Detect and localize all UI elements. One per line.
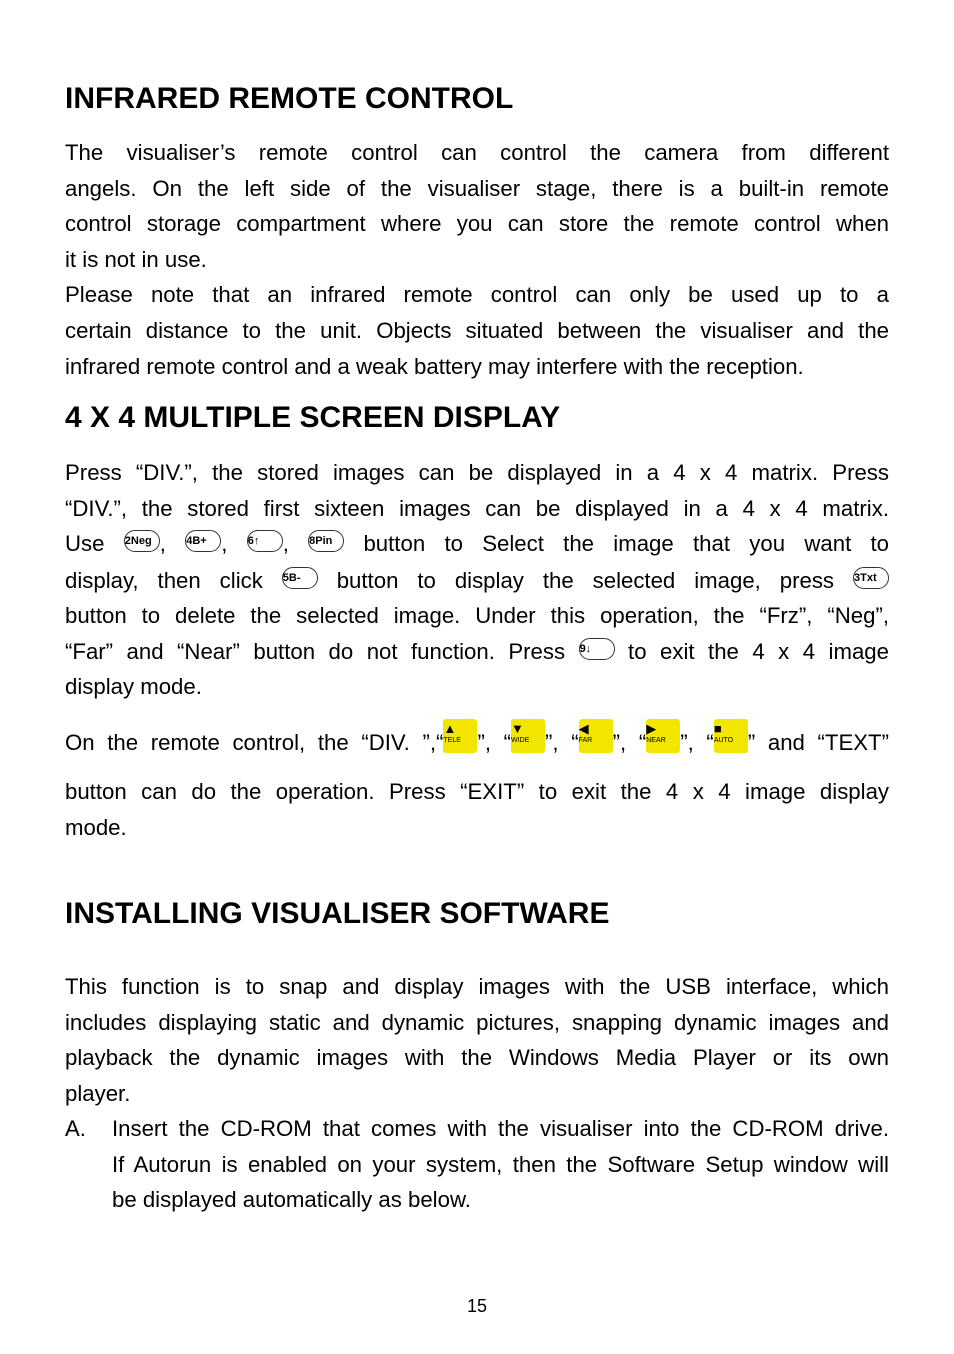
text-far-near: “Far” and “Near” button do not function. Press	[65, 638, 566, 664]
list-item-body	[112, 1111, 889, 1218]
auto-label: AUTO	[713, 737, 734, 745]
paragraph-multiple-screen	[65, 455, 889, 705]
text-line: Press “DIV.”, the stored images can be displayed in a 4 x 4 matrix. Press	[65, 460, 889, 485]
text-line: This function is to snap and display images with the USB interface, which	[65, 974, 889, 999]
auto-stop-icon	[714, 719, 748, 753]
paragraph-install-description	[65, 969, 889, 1111]
up-triangle-icon: ▲	[443, 721, 457, 737]
tele-up-icon	[443, 719, 477, 753]
up-arrow-button-icon: 6↑	[247, 530, 283, 552]
down-arrow-button-icon: 9↓	[579, 638, 615, 660]
text-on-remote: On the remote control, the “DIV. ”,“	[65, 730, 444, 755]
tele-label: TELE	[443, 737, 461, 745]
neg-button-icon: 2Neg	[124, 530, 160, 552]
heading-multiple-screen-display: 4 X 4 MULTIPLE SCREEN DISPLAY	[65, 401, 561, 434]
list-item-a	[65, 1111, 889, 1218]
square-icon: ■	[713, 721, 722, 737]
text-line: certain distance to the unit. Objects situated between the visualiser and the	[65, 317, 889, 343]
paragraph-remote-operation-cont	[65, 774, 889, 845]
text-line: mode.	[65, 814, 127, 840]
text-line: display mode.	[65, 674, 202, 700]
b-plus-button-icon: 4B+	[185, 530, 221, 552]
text-line: player.	[65, 1080, 131, 1106]
wide-label: WIDE	[511, 737, 530, 745]
far-left-icon	[579, 719, 613, 753]
text-to-exit: to exit the 4 x 4 image	[628, 638, 889, 664]
text-and-text: ” and “TEXT”	[747, 730, 889, 755]
text-line: playback the dynamic images with the Windows Media Player or its own	[65, 1045, 889, 1071]
text-line-with-buttons	[65, 634, 889, 670]
text-line: angels. On the left side of the visualiser stage, there is a built-in remote	[65, 175, 889, 201]
text-line: button can do the operation. Press “EXIT” to exit the 4 x 4 image display	[65, 779, 889, 804]
wide-down-icon	[511, 719, 545, 753]
text-line-with-buttons	[65, 526, 889, 563]
page-number: 15	[466, 1296, 488, 1316]
text-line: “DIV.”, the stored first sixteen images can be displayed in a 4 x 4 matrix.	[65, 495, 889, 521]
comma: ,	[221, 531, 228, 557]
down-triangle-icon: ▼	[511, 721, 524, 737]
list-marker: A.	[65, 1116, 86, 1141]
right-triangle-icon: ▶	[646, 721, 657, 737]
text-line-with-buttons	[65, 563, 889, 598]
text-line: control storage compartment where you can store the remote control when	[65, 211, 889, 237]
text-use: Use	[65, 531, 105, 557]
text-line: be displayed automatically as below.	[112, 1187, 471, 1213]
separator: ”, “	[545, 730, 579, 755]
comma: ,	[159, 531, 166, 557]
paragraph-remote-operation	[65, 718, 889, 768]
text-line-with-yellow-buttons	[65, 718, 889, 768]
text-rest: button to Select the image that you want to	[363, 531, 890, 557]
text-line: button to delete the selected image. Under this operation, the “Frz”, “Neg”,	[65, 603, 889, 629]
text-line: includes displaying static and dynamic pictures, snapping dynamic images and	[65, 1009, 889, 1035]
near-right-icon	[646, 719, 680, 753]
left-triangle-icon: ◀	[578, 721, 589, 737]
far-label: FAR	[578, 737, 593, 745]
text-line: Insert the CD-ROM that comes with the visualiser into the CD-ROM drive.	[112, 1116, 889, 1141]
text-line: infrared remote control and a weak battery may interfere with the reception.	[65, 353, 804, 379]
text-button-to-display: button to display the selected image, press	[336, 568, 835, 594]
text-line: it is not in use.	[65, 246, 207, 272]
near-label: NEAR	[646, 737, 666, 745]
text-line: Please note that an infrared remote control can only be used up to a	[65, 282, 889, 308]
heading-installing-software: INSTALLING VISUALISER SOFTWARE	[65, 897, 610, 930]
b-minus-button-icon: 5B-	[282, 567, 318, 589]
pin-button-icon: 8Pin	[308, 530, 344, 552]
separator: ”, “	[612, 730, 647, 755]
text-display-then-click: display, then click	[65, 568, 263, 594]
text-line: If Autorun is enabled on your system, then the Software Setup window will	[112, 1151, 889, 1177]
separator: ”, “	[477, 730, 512, 755]
comma: ,	[282, 531, 289, 557]
paragraph-remote-description	[65, 135, 889, 384]
text-line: The visualiser’s remote control can control the camera from different	[65, 140, 889, 165]
separator: ”, “	[680, 730, 714, 755]
heading-infrared-remote-control: INFRARED REMOTE CONTROL	[65, 82, 514, 115]
txt-button-icon: 3Txt	[853, 567, 889, 589]
